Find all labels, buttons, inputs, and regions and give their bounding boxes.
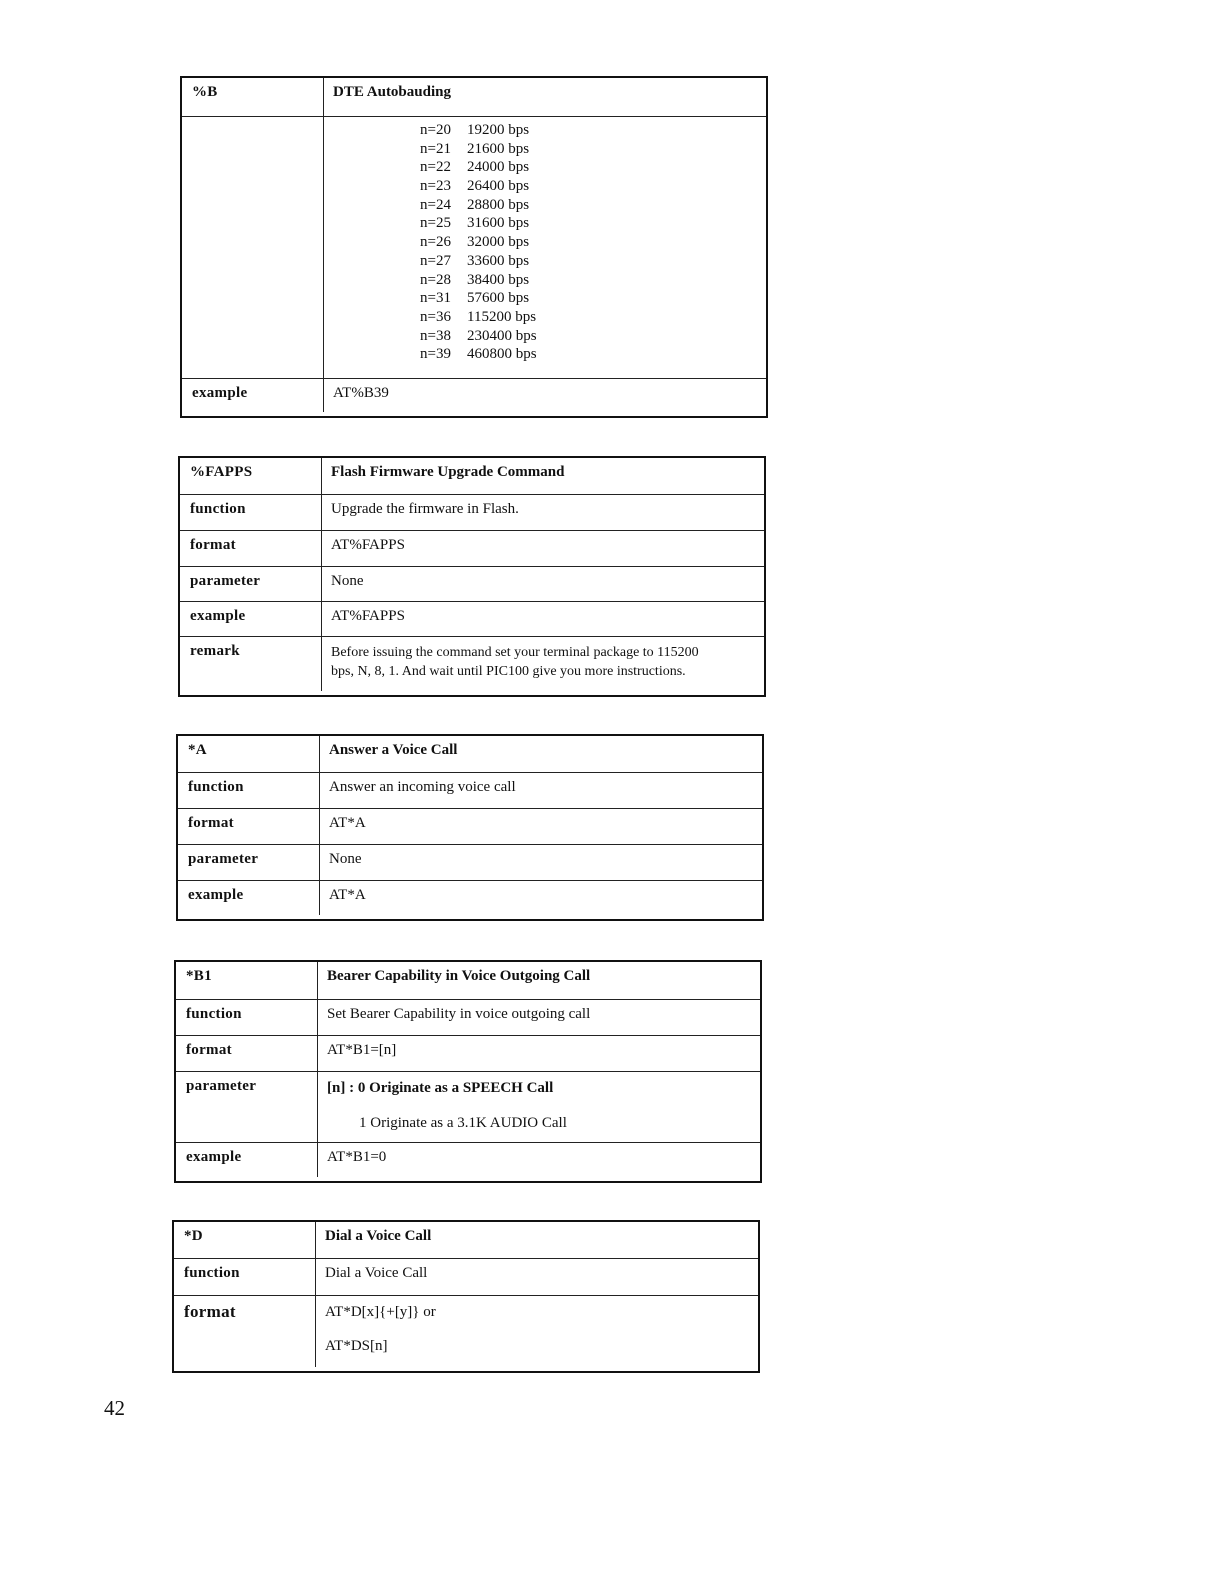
format-label: format — [176, 1036, 318, 1071]
example-value: AT%FAPPS — [331, 608, 405, 624]
function-value: Set Bearer Capability in voice outgoing call — [327, 1006, 591, 1022]
rate-n-value: n=25 — [420, 215, 451, 232]
format-row — [180, 530, 764, 566]
command-title: Bearer Capability in Voice Outgoing Call — [327, 968, 591, 984]
remark-row — [180, 636, 764, 691]
format-line: AT*DS[n] — [325, 1338, 388, 1354]
table-header-row — [176, 962, 760, 999]
rate-row — [324, 345, 766, 364]
rate-row — [324, 158, 766, 177]
rates-list — [324, 117, 766, 378]
rate-n-value: n=36 — [420, 308, 451, 325]
remark-label: remark — [180, 637, 322, 691]
command-title: Flash Firmware Upgrade Command — [331, 464, 565, 480]
format-value: AT*A — [329, 815, 366, 831]
rate-n-value: n=20 — [420, 122, 451, 138]
function-row — [174, 1258, 758, 1295]
format-label: format — [180, 531, 322, 566]
autobaud-table — [180, 76, 768, 418]
function-label: function — [176, 1000, 318, 1035]
function-value: Answer an incoming voice call — [329, 779, 516, 795]
format-value — [316, 1296, 758, 1367]
parameter-value: None — [329, 851, 362, 867]
function-label: function — [174, 1259, 316, 1295]
format-label: format — [174, 1296, 316, 1367]
parameter-row — [176, 1071, 760, 1142]
parameter-value — [318, 1072, 760, 1142]
rate-bps-value: 28800 bps — [467, 196, 530, 213]
table-header-row — [180, 458, 764, 494]
rate-bps-value: 33600 bps — [467, 252, 530, 269]
remark-line: bps, N, 8, 1. And wait until PIC100 give you more instructions. — [331, 664, 686, 679]
rate-bps-value: 21600 bps — [467, 140, 530, 157]
parameter-label: parameter — [178, 845, 320, 880]
rate-n-value: n=28 — [420, 271, 451, 288]
example-row — [178, 880, 762, 915]
format-row — [178, 808, 762, 844]
example-row — [182, 378, 766, 412]
parameter-value: None — [331, 573, 364, 589]
parameter-line: [n] : 0 Originate as a SPEECH Call — [327, 1080, 554, 1096]
rate-row — [324, 177, 766, 196]
rate-row — [324, 140, 766, 159]
function-label: function — [180, 495, 322, 530]
parameter-row — [178, 844, 762, 880]
rate-row — [324, 233, 766, 252]
command-name: %B — [182, 78, 324, 116]
rate-row — [324, 308, 766, 327]
rate-bps-value: 460800 bps — [467, 346, 537, 363]
rate-n-value: n=26 — [420, 234, 451, 251]
format-row — [174, 1295, 758, 1367]
function-row — [178, 772, 762, 808]
rate-bps-value: 19200 bps — [467, 122, 530, 138]
rate-n-value: n=27 — [420, 252, 451, 269]
function-value: Dial a Voice Call — [325, 1265, 428, 1281]
rate-row — [324, 252, 766, 271]
command-title: Dial a Voice Call — [325, 1228, 432, 1244]
rate-n-value: n=31 — [420, 290, 451, 307]
command-name: *B1 — [176, 962, 318, 999]
parameter-line: 1 Originate as a 3.1K AUDIO Call — [359, 1115, 567, 1131]
rate-n-value: n=22 — [420, 159, 451, 176]
rate-row — [324, 327, 766, 346]
table-header-row — [174, 1222, 758, 1258]
rate-n-value: n=24 — [420, 196, 451, 213]
example-label: example — [180, 602, 322, 636]
rate-bps-value: 31600 bps — [467, 215, 530, 232]
table-header-row — [178, 736, 762, 772]
function-value: Upgrade the firmware in Flash. — [331, 501, 519, 517]
answer-table — [176, 734, 764, 921]
function-row — [176, 999, 760, 1035]
rate-bps-value: 32000 bps — [467, 234, 530, 251]
command-name: *D — [174, 1222, 316, 1258]
format-label: format — [178, 809, 320, 844]
fapps-table — [178, 456, 766, 697]
rate-n-value: n=38 — [420, 327, 451, 344]
rate-bps-value: 26400 bps — [467, 178, 530, 195]
format-line: AT*D[x]{+[y]} or — [325, 1304, 436, 1320]
table-header-row — [182, 78, 766, 116]
rate-row — [324, 196, 766, 215]
format-value: AT*B1=[n] — [327, 1042, 397, 1058]
example-value: AT%B39 — [333, 385, 389, 401]
parameter-label: parameter — [176, 1072, 318, 1142]
rate-row — [324, 121, 766, 140]
rate-bps-value: 24000 bps — [467, 159, 530, 176]
example-label: example — [178, 881, 320, 915]
rate-bps-value: 115200 bps — [467, 308, 537, 325]
rates-row — [182, 116, 766, 378]
example-value: AT*A — [329, 887, 366, 903]
rate-row — [324, 289, 766, 308]
rate-n-value: n=21 — [420, 140, 451, 157]
rate-row — [324, 214, 766, 233]
function-label: function — [178, 773, 320, 808]
command-title: DTE Autobauding — [333, 84, 451, 100]
bearer-table — [174, 960, 762, 1183]
parameter-row — [180, 566, 764, 601]
example-label: example — [182, 379, 324, 412]
example-value: AT*B1=0 — [327, 1149, 387, 1165]
rate-bps-value: 57600 bps — [467, 290, 530, 307]
page-number: 42 — [104, 1396, 125, 1420]
example-row — [180, 601, 764, 636]
rate-n-value: n=39 — [420, 346, 451, 363]
command-title: Answer a Voice Call — [329, 742, 458, 758]
remark-value — [322, 637, 764, 691]
command-name: %FAPPS — [180, 458, 322, 494]
function-row — [180, 494, 764, 530]
rate-n-value: n=23 — [420, 178, 451, 195]
example-label: example — [176, 1143, 318, 1177]
dial-table — [172, 1220, 760, 1373]
parameter-label: parameter — [180, 567, 322, 601]
format-row — [176, 1035, 760, 1071]
remark-line: Before issuing the command set your terminal package to 115200 — [331, 645, 699, 660]
rate-row — [324, 271, 766, 290]
format-value: AT%FAPPS — [331, 537, 405, 553]
example-row — [176, 1142, 760, 1177]
rates-key-cell — [182, 117, 324, 378]
rate-bps-value: 38400 bps — [467, 271, 530, 288]
command-name: *A — [178, 736, 320, 772]
rate-bps-value: 230400 bps — [467, 327, 537, 344]
